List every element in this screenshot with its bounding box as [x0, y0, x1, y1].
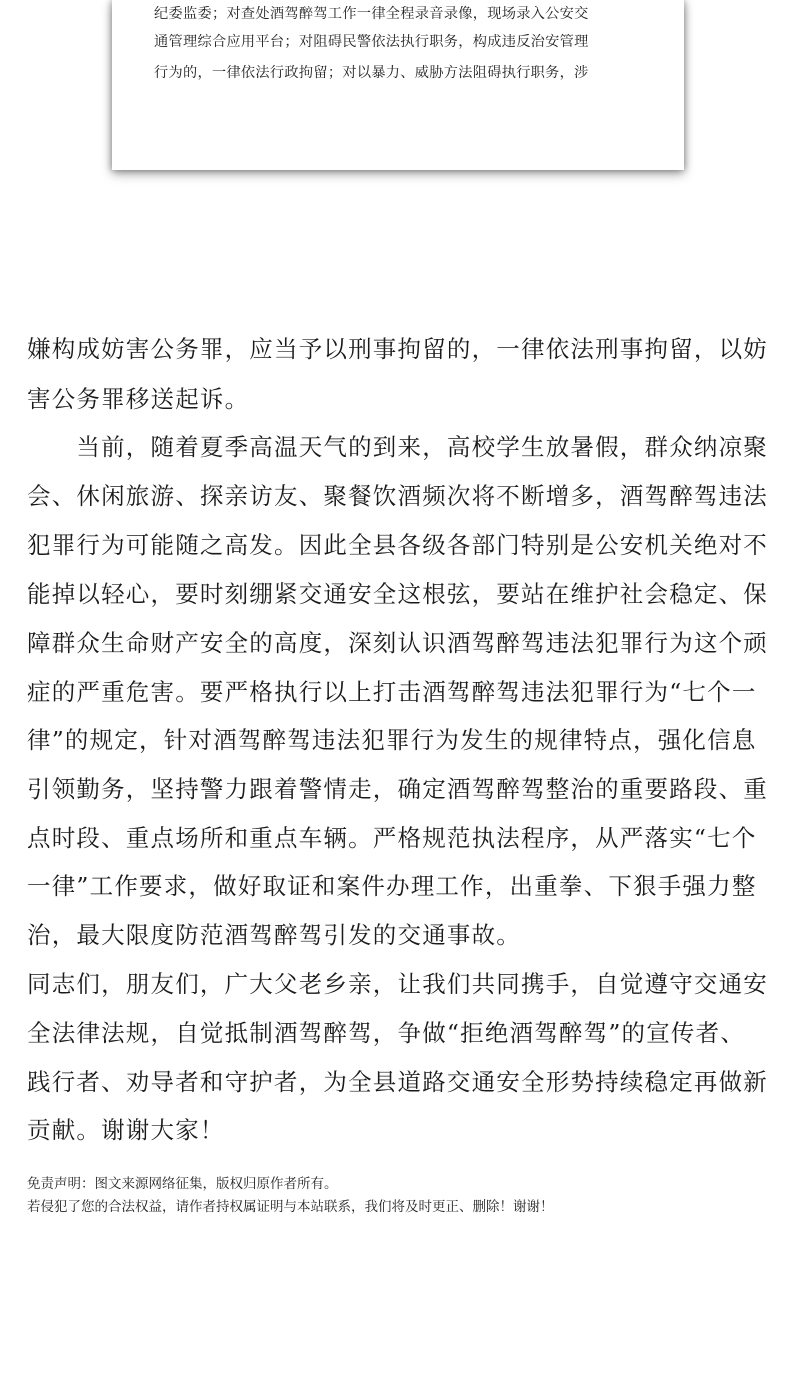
- body-line: 会、休闲旅游、探亲访友、聚餐饮酒频次将不断增多，酒驾醉驾违法: [27, 482, 768, 510]
- body-line: 贡献。谢谢大家！: [27, 1116, 225, 1144]
- body-line: 嫌构成妨害公务罪，应当予以刑事拘留的，一律依法刑事拘留，以妨: [27, 335, 768, 363]
- body-line: 症的严重危害。要严格执行以上打击酒驾醉驾违法犯罪行为“七个一: [27, 678, 757, 706]
- disclaimer-line-1: 免责声明：图文来源网络征集，版权归原作者所有。: [27, 1176, 338, 1192]
- body-line: 害公务罪移送起诉。: [27, 385, 250, 413]
- body-line: 引领勤务，坚持警力跟着警情走，确定酒驾醉驾整治的重要路段、重: [27, 775, 768, 803]
- body-line: 律”的规定，针对酒驾醉驾违法犯罪行为发生的规律特点，强化信息: [27, 726, 757, 754]
- body-line: 践行者、劝导者和守护者，为全县道路交通安全形势持续稳定再做新: [27, 1068, 768, 1096]
- body-line: 一律”工作要求，做好取证和案件办理工作，出重拳、下狠手强力整: [27, 872, 757, 900]
- paper-line: 纪委监委；对查处酒驾醉驾工作一律全程录音录像，现场录入公安交: [154, 6, 589, 22]
- disclaimer-line-2: 若侵犯了您的合法权益，请作者持权属证明与本站联系，我们将及时更正、删除！谢谢！: [27, 1199, 554, 1215]
- body-line: 点时段、重点场所和重点车辆。严格规范执法程序，从严落实“七个: [27, 824, 757, 852]
- body-line: 全法律法规，自觉抵制酒驾醉驾，争做“拒绝酒驾醉驾”的宣传者、: [27, 1019, 746, 1047]
- body-line: 障群众生命财产安全的高度，深刻认识酒驾醉驾违法犯罪行为这个顽: [27, 629, 768, 657]
- body-line: 当前，随着夏季高温天气的到来，高校学生放暑假，群众纳凉聚: [27, 433, 768, 461]
- body-line: 能掉以轻心，要时刻绷紧交通安全这根弦，要站在维护社会稳定、保: [27, 580, 768, 608]
- paper-line: 通管理综合应用平台；对阻碍民警依法执行职务，构成违反治安管理: [154, 34, 589, 50]
- body-line: 治，最大限度防范酒驾醉驾引发的交通事故。: [27, 921, 521, 949]
- paper-card: [112, 0, 684, 170]
- body-line: 同志们，朋友们，广大父老乡亲，让我们共同携手，自觉遵守交通安: [27, 970, 768, 998]
- body-line: 犯罪行为可能随之高发。因此全县各级各部门特别是公安机关绝对不: [27, 531, 768, 559]
- paper-line: 行为的，一律依法行政拘留；对以暴力、威胁方法阻碍执行职务，涉: [154, 65, 589, 81]
